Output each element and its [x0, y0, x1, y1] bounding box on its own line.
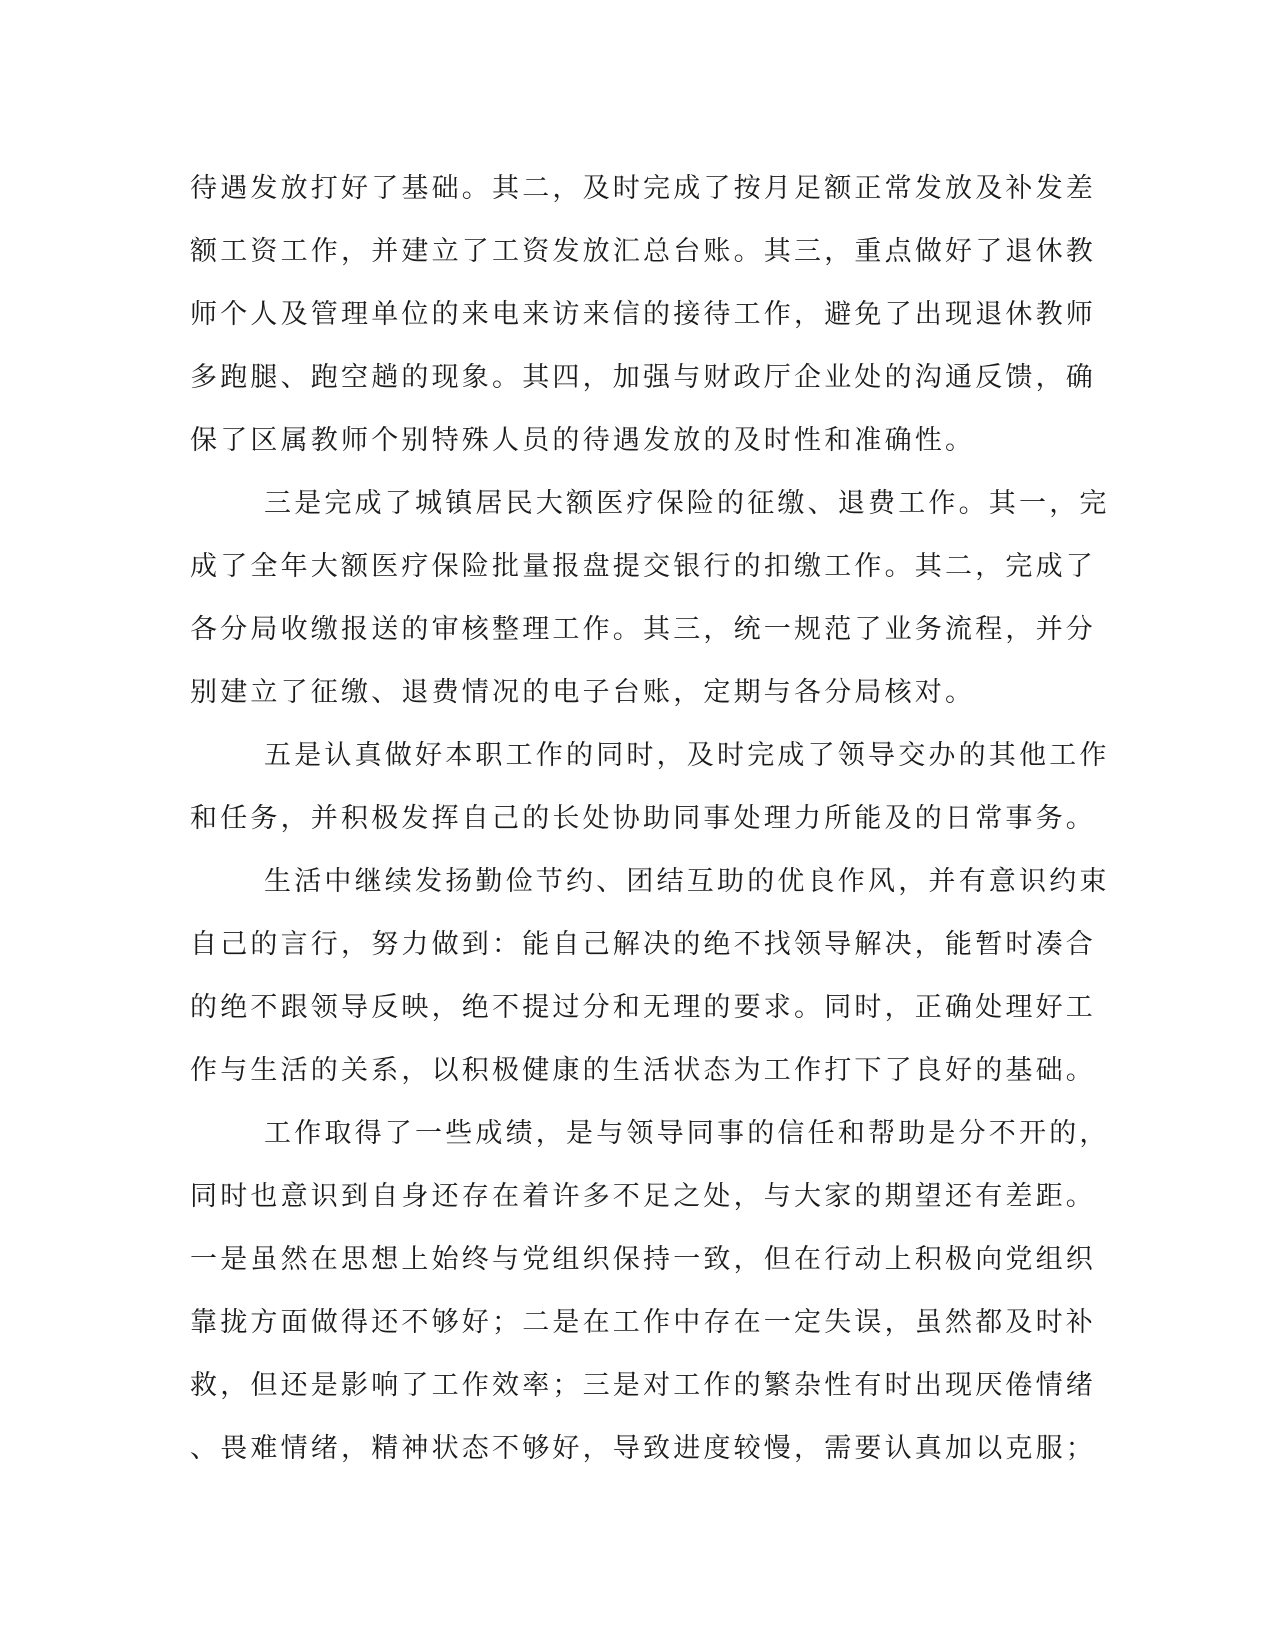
paragraph-start-line: 工作取得了一些成绩，是与领导同事的信任和帮助是分不开的， — [264, 1118, 1110, 1149]
text-line: 救，但还是影响了工作效率；三是对工作的繁杂性有时出现厌倦情绪 — [190, 1370, 1096, 1401]
text-line: 和任务，并积极发挥自己的长处协助同事处理力所能及的日常事务。 — [190, 803, 1096, 834]
text-line: 额工资工作，并建立了工资发放汇总台账。其三，重点做好了退休教 — [190, 236, 1096, 267]
text-line: 各分局收缴报送的审核整理工作。其三，统一规范了业务流程，并分 — [190, 614, 1096, 645]
text-line: 同时也意识到自身还存在着许多不足之处，与大家的期望还有差距。 — [190, 1181, 1096, 1212]
text-line: 一是虽然在思想上始终与党组织保持一致，但在行动上积极向党组织 — [190, 1244, 1096, 1275]
paragraph-start-line: 生活中继续发扬勤俭节约、团结互助的优良作风，并有意识约束 — [264, 866, 1110, 897]
text-line: 的绝不跟领导反映，绝不提过分和无理的要求。同时，正确处理好工 — [190, 992, 1096, 1023]
paragraph-start-line: 三是完成了城镇居民大额医疗保险的征缴、退费工作。其一，完 — [264, 488, 1110, 519]
text-line: 师个人及管理单位的来电来访来信的接待工作，避免了出现退休教师 — [190, 299, 1096, 330]
text-line: 、畏难情绪，精神状态不够好，导致进度较慢，需要认真加以克服； — [190, 1433, 1096, 1464]
document-body — [190, 157, 1110, 1480]
text-line: 靠拢方面做得还不够好；二是在工作中存在一定失误，虽然都及时补 — [190, 1307, 1096, 1338]
text-line: 多跑腿、跑空趟的现象。其四，加强与财政厅企业处的沟通反馈，确 — [190, 362, 1096, 393]
text-line: 保了区属教师个别特殊人员的待遇发放的及时性和准确性。 — [190, 425, 976, 456]
text-line: 待遇发放打好了基础。其二，及时完成了按月足额正常发放及补发差 — [190, 173, 1096, 204]
text-line: 自己的言行，努力做到：能自己解决的绝不找领导解决，能暂时凑合 — [190, 929, 1096, 960]
text-line: 成了全年大额医疗保险批量报盘提交银行的扣缴工作。其二，完成了 — [190, 551, 1096, 582]
text-line: 别建立了征缴、退费情况的电子台账，定期与各分局核对。 — [190, 677, 976, 708]
paragraph-start-line: 五是认真做好本职工作的同时，及时完成了领导交办的其他工作 — [264, 740, 1110, 771]
text-line: 作与生活的关系，以积极健康的生活状态为工作打下了良好的基础。 — [190, 1055, 1096, 1086]
